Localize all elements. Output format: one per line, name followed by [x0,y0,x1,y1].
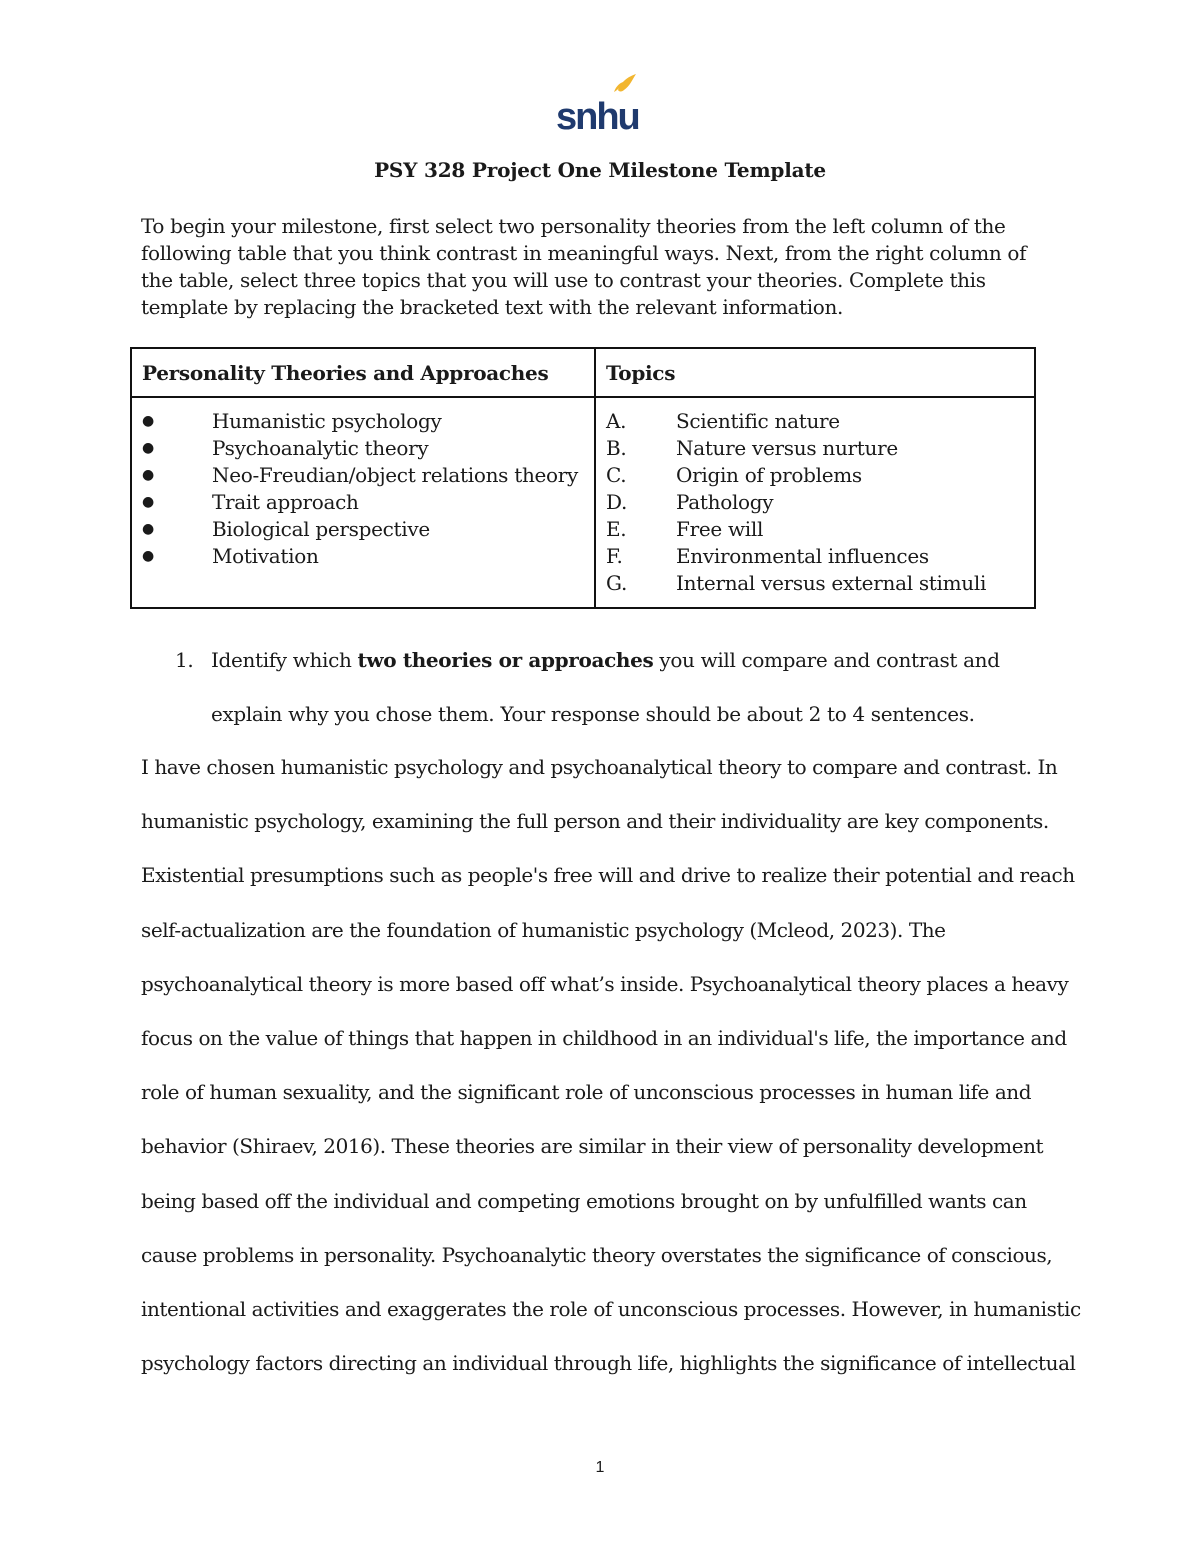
theories-list [132,398,594,570]
answer-paragraph [141,740,1081,1390]
topics-cell [595,397,1035,608]
list-item: A. Scientific nature [606,409,840,433]
answer-line: focus on the value of things that happen in childhood in an individual's life, the importance and [141,1025,1067,1050]
flame-icon [618,74,636,92]
question-1 [175,633,1055,741]
table-header-topics: Topics [595,348,1035,397]
page-number: 1 [595,1459,605,1476]
answer-line: Existential presumptions such as people's free will and drive to realize their potential and reach [141,863,1075,888]
list-item: ● Psychoanalytic theory [142,436,429,460]
list-item: D. Pathology [606,490,774,514]
list-item: G. Internal versus external stimuli [606,571,987,595]
theories-cell [131,397,595,608]
list-item: ● Trait approach [142,490,359,514]
page-title: PSY 328 Project One Milestone Template [374,158,826,182]
answer-line: humanistic psychology, examining the full person and their individuality are key components. [141,809,1049,834]
answer-line: I have chosen humanistic psychology and psychoanalytical theory to compare and contrast. In [141,755,1058,779]
instructions-paragraph: To begin your milestone, first select two personality theories from the left column of the following table that you think contrast in meaningful ways. Next, from the right column of the table, select three topics that you will use to contrast your theories. Complete this template by replacing the bracketed text with the relevant information. [141,214,1027,319]
answer-line: cause problems in personality. Psychoanalytic theory overstates the significance of conscious, [141,1242,1053,1267]
question-number: 1. [175,648,194,672]
list-item: ● Neo-Freudian/object relations theory [142,463,579,487]
svg-text:snhu: snhu [556,96,639,134]
bullet-icon: ● [142,440,154,456]
bullet-icon: ● [142,413,154,429]
answer-line: psychology factors directing an individual through life, highlights the significance of intellectual [141,1351,1076,1376]
topics-list [596,398,1034,597]
answer-line: psychoanalytical theory is more based off what’s inside. Psychoanalytical theory places a heavy [141,971,1069,996]
bullet-icon: ● [142,548,154,564]
list-item: ● Motivation [142,544,319,568]
answer-line: being based off the individual and competing emotions brought on by unfulfilled wants can [141,1188,1027,1213]
theories-topics-table [130,347,1036,609]
list-item: B. Nature versus nurture [606,436,898,460]
answer-line: behavior (Shiraev, 2016). These theories are similar in their view of personality development [141,1134,1044,1159]
list-item: ● Biological perspective [142,517,430,541]
answer-line: role of human sexuality, and the significant role of unconscious processes in human life and [141,1080,1032,1105]
list-item: C. Origin of problems [606,463,862,487]
table-header-theories: Personality Theories and Approaches [131,348,595,397]
bullet-icon: ● [142,494,154,510]
answer-line: self-actualization are the foundation of humanistic psychology (Mcleod, 2023). The [141,917,946,942]
bullet-icon: ● [142,467,154,483]
question-text: Identify which two theories or approaches you will compare and contrast and explain why you chose them. Your response should be about 2 to 4 sentences. [211,648,1000,726]
list-item: ● Humanistic psychology [142,409,442,433]
bullet-icon: ● [142,521,154,537]
answer-line: intentional activities and exaggerates the role of unconscious processes. However, in humanistic [141,1296,1081,1321]
list-item: F. Environmental influences [606,544,929,568]
snhu-logo [556,74,640,134]
list-item: E. Free will [606,517,764,541]
